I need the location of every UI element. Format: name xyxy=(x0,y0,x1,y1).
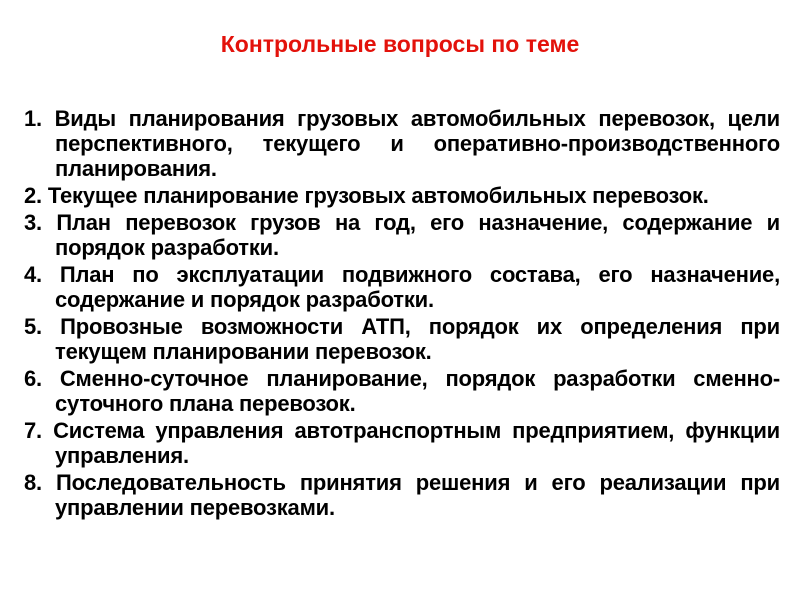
question-item xyxy=(24,418,780,468)
question-item xyxy=(24,366,780,416)
question-item xyxy=(24,210,780,260)
question-item xyxy=(24,314,780,364)
question-text: Сменно-суточное планирование, порядок разработки сменно-суточного плана перевозок. xyxy=(55,366,780,416)
question-number: 2. xyxy=(24,183,42,208)
slide-title: Контрольные вопросы по теме xyxy=(220,31,580,57)
question-item xyxy=(24,106,780,181)
question-item xyxy=(24,183,780,208)
question-number: 1. xyxy=(24,106,42,131)
question-text: Виды планирования грузовых автомобильных перевозок, цели перспективного, текущего и оперативно-производственного планирования. xyxy=(54,106,780,181)
questions-list xyxy=(0,106,800,520)
question-text: Система управления автотранспортным предприятием, функции управления. xyxy=(53,418,780,468)
question-number: 5. xyxy=(24,314,42,339)
question-text: Последовательность принятия решения и его реализации при управлении перевозками. xyxy=(55,470,780,520)
question-text: Текущее планирование грузовых автомобильных перевозок. xyxy=(47,183,709,208)
question-text: План по эксплуатации подвижного состава, его назначение, содержание и порядок разработки. xyxy=(55,262,780,312)
question-item xyxy=(24,470,780,520)
question-text: Провозные возможности АТП, порядок их определения при текущем планировании перевозок. xyxy=(55,314,780,364)
question-number: 7. xyxy=(24,418,42,443)
question-number: 6. xyxy=(24,366,42,391)
question-number: 8. xyxy=(24,470,42,495)
question-text: План перевозок грузов на год, его назначение, содержание и порядок разработки. xyxy=(55,210,780,260)
question-number: 3. xyxy=(24,210,42,235)
question-number: 4. xyxy=(24,262,42,287)
question-item xyxy=(24,262,780,312)
